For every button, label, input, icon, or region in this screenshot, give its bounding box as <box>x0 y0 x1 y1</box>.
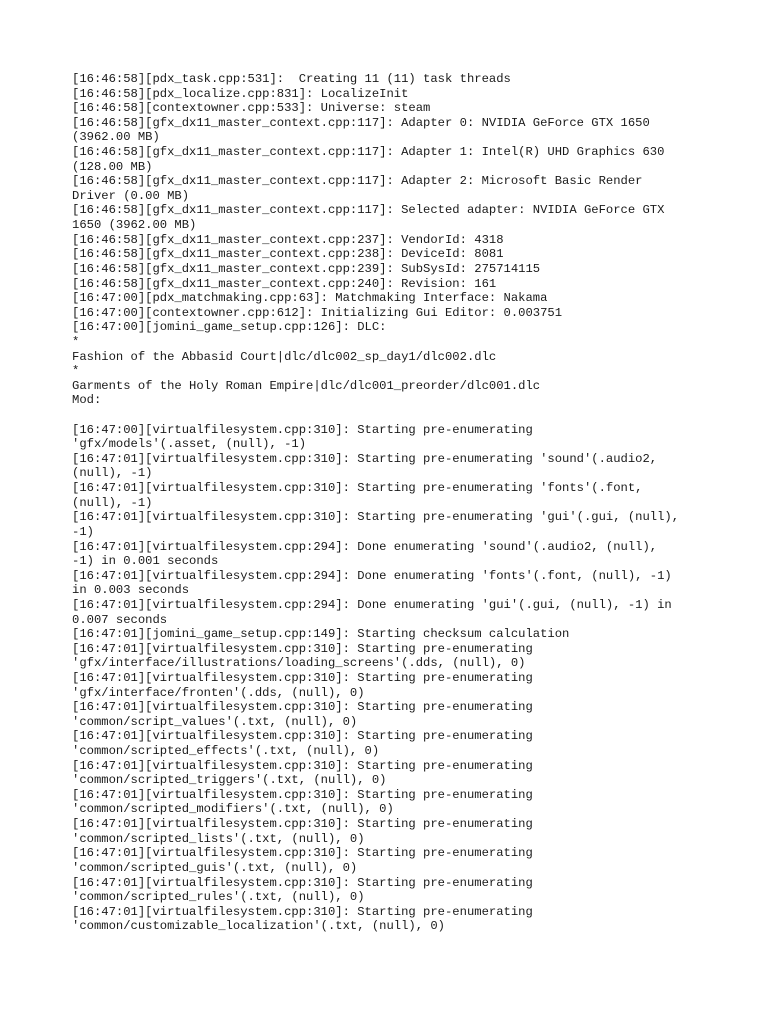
log-line: -1) <box>72 524 94 539</box>
log-line: [16:47:01][jomini_game_setup.cpp:149]: Starting checksum calculation <box>72 627 570 642</box>
log-line: [16:46:58][contextowner.cpp:533]: Universe: steam <box>72 101 431 116</box>
log-line: [16:46:58][gfx_dx11_master_context.cpp:117]: Selected adapter: NVIDIA GeForce GTX <box>72 203 665 218</box>
log-line: [16:47:00][virtualfilesystem.cpp:310]: Starting pre-enumerating <box>72 422 533 437</box>
log-line: [16:47:01][virtualfilesystem.cpp:310]: Starting pre-enumerating <box>72 758 533 773</box>
log-line: [16:46:58][gfx_dx11_master_context.cpp:237]: VendorId: 4318 <box>72 232 504 247</box>
log-line: [16:47:01][virtualfilesystem.cpp:310]: Starting pre-enumerating <box>72 700 533 715</box>
log-line: (null), -1) <box>72 466 153 481</box>
log-line: 'common/scripted_lists'(.txt, (null), 0) <box>72 831 365 846</box>
log-line: [16:47:01][virtualfilesystem.cpp:310]: Starting pre-enumerating 'sound'(.audio2, <box>72 451 658 466</box>
log-line: 'common/scripted_rules'(.txt, (null), 0) <box>72 890 365 905</box>
log-line: [16:46:58][gfx_dx11_master_context.cpp:238]: DeviceId: 8081 <box>72 247 504 262</box>
log-line: [16:47:01][virtualfilesystem.cpp:310]: Starting pre-enumerating <box>72 641 533 656</box>
log-line: [16:47:00][contextowner.cpp:612]: Initializing Gui Editor: 0.003751 <box>72 305 563 320</box>
log-line: 1650 (3962.00 MB) <box>72 218 197 233</box>
log-line: 'common/scripted_modifiers'(.txt, (null), 0) <box>72 802 394 817</box>
log-line: [16:47:01][virtualfilesystem.cpp:310]: Starting pre-enumerating <box>72 670 533 685</box>
log-line: * <box>72 364 80 379</box>
log-line: (3962.00 MB) <box>72 130 160 145</box>
log-line: (null), -1) <box>72 495 153 510</box>
log-line: [16:47:01][virtualfilesystem.cpp:310]: Starting pre-enumerating 'gui'(.gui, (null), <box>72 510 680 525</box>
log-line: [16:46:58][gfx_dx11_master_context.cpp:117]: Adapter 0: NVIDIA GeForce GTX 1650 <box>72 115 650 130</box>
log-line: [16:46:58][gfx_dx11_master_context.cpp:117]: Adapter 1: Intel(R) UHD Graphics 630 <box>72 145 665 160</box>
log-line <box>72 408 712 423</box>
log-line: [16:47:01][virtualfilesystem.cpp:310]: Starting pre-enumerating <box>72 904 533 919</box>
log-text-block <box>72 72 712 949</box>
log-line: 'gfx/interface/fronten'(.dds, (null), 0) <box>72 685 365 700</box>
log-line: [16:47:01][virtualfilesystem.cpp:310]: Starting pre-enumerating <box>72 875 533 890</box>
log-line: [16:47:01][virtualfilesystem.cpp:310]: Starting pre-enumerating <box>72 787 533 802</box>
log-line: [16:46:58][gfx_dx11_master_context.cpp:239]: SubSysId: 275714115 <box>72 261 541 276</box>
log-line: 'gfx/interface/illustrations/loading_screens'(.dds, (null), 0) <box>72 656 526 671</box>
log-line: Fashion of the Abbasid Court|dlc/dlc002_sp_day1/dlc002.dlc <box>72 349 497 364</box>
log-line: 'common/scripted_triggers'(.txt, (null), 0) <box>72 773 387 788</box>
log-line: 'common/customizable_localization'(.txt, (null), 0) <box>72 919 445 934</box>
log-line: [16:47:00][pdx_matchmaking.cpp:63]: Matchmaking Interface: Nakama <box>72 291 548 306</box>
log-line: [16:47:01][virtualfilesystem.cpp:294]: Done enumerating 'fonts'(.font, (null), -1) <box>72 568 672 583</box>
log-line: in 0.003 seconds <box>72 583 190 598</box>
log-line: [16:46:58][gfx_dx11_master_context.cpp:240]: Revision: 161 <box>72 276 497 291</box>
log-line: [16:47:01][virtualfilesystem.cpp:310]: Starting pre-enumerating 'fonts'(.font, <box>72 481 643 496</box>
log-line: [16:47:01][virtualfilesystem.cpp:294]: Done enumerating 'gui'(.gui, (null), -1) in <box>72 597 672 612</box>
log-line: 'common/scripted_guis'(.txt, (null), 0) <box>72 860 358 875</box>
log-line: 'common/scripted_effects'(.txt, (null), 0) <box>72 744 380 759</box>
log-line: 'common/script_values'(.txt, (null), 0) <box>72 714 358 729</box>
log-line: [16:46:58][gfx_dx11_master_context.cpp:117]: Adapter 2: Microsoft Basic Render <box>72 174 643 189</box>
log-line: [16:46:58][pdx_localize.cpp:831]: LocalizeInit <box>72 86 409 101</box>
log-line: Mod: <box>72 393 102 408</box>
log-line: Driver (0.00 MB) <box>72 188 190 203</box>
log-line: 'gfx/models'(.asset, (null), -1) <box>72 437 307 452</box>
log-line: [16:47:01][virtualfilesystem.cpp:310]: Starting pre-enumerating <box>72 817 533 832</box>
log-line <box>72 934 712 949</box>
log-line: [16:46:58][pdx_task.cpp:531]: Creating 11 (11) task threads <box>72 72 511 86</box>
log-line: [16:47:01][virtualfilesystem.cpp:310]: Starting pre-enumerating <box>72 729 533 744</box>
log-line: * <box>72 334 80 349</box>
log-line: -1) in 0.001 seconds <box>72 554 219 569</box>
log-line: [16:47:01][virtualfilesystem.cpp:310]: Starting pre-enumerating <box>72 846 533 861</box>
log-line: Garments of the Holy Roman Empire|dlc/dlc001_preorder/dlc001.dlc <box>72 378 541 393</box>
log-line: 0.007 seconds <box>72 612 168 627</box>
log-line: [16:47:01][virtualfilesystem.cpp:294]: Done enumerating 'sound'(.audio2, (null), <box>72 539 658 554</box>
log-line: (128.00 MB) <box>72 159 153 174</box>
log-line: [16:47:00][jomini_game_setup.cpp:126]: DLC: <box>72 320 387 335</box>
